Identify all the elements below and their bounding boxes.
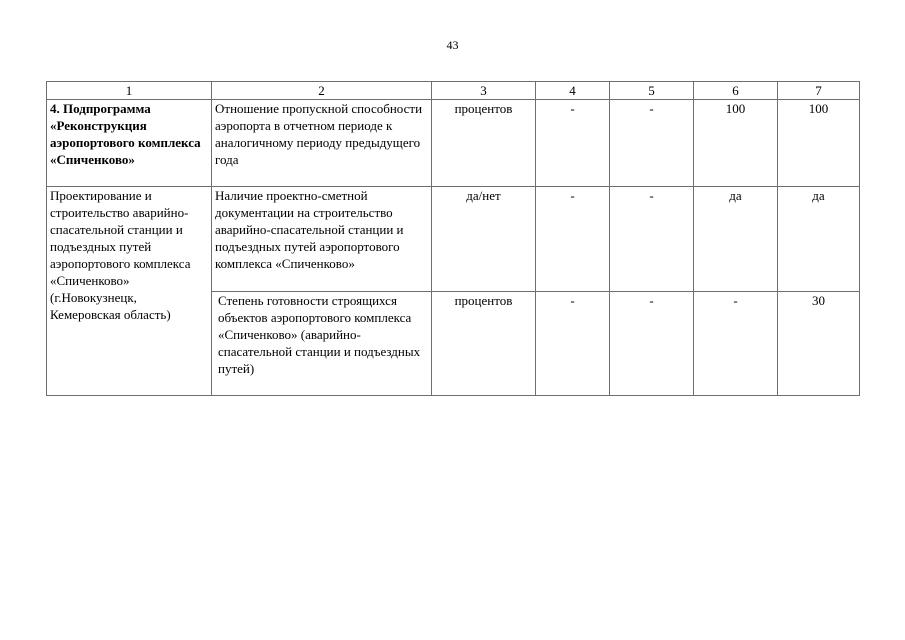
subprogram-col5: - (610, 100, 694, 187)
activity-name: Проектирование и строительство аварийно-спасательной станции и подъездных путей аэропортового комплекса «Спиченково» (г.Новокузнецк, Кемеровская область) (47, 187, 212, 396)
header-cell-4: 4 (536, 82, 610, 100)
activity-indicator-2: Степень готовности строящихся объектов аэропортового комплекса «Спиченково» (аварийно-спасательной станции и подъездных путей) (218, 293, 421, 376)
activity-col5-1: - (610, 187, 693, 292)
activity-col7-2: 30 (812, 293, 825, 308)
header-cell-1: 1 (47, 82, 212, 100)
activity-col5-2: - (649, 293, 654, 308)
header-cell-5: 5 (610, 82, 694, 100)
header-cell-6: 6 (694, 82, 778, 100)
activity-col7-1: да (778, 187, 859, 292)
activity-indicators (212, 187, 432, 396)
activity-col7 (778, 187, 860, 396)
header-cell-3: 3 (432, 82, 536, 100)
page-number: 43 (446, 38, 459, 52)
activity-col6-1: да (694, 187, 777, 292)
subprogram-indicator: Отношение пропускной способности аэропорта в отчетном периоде к аналогичному периоду предыдущего года (212, 100, 432, 187)
activity-col4 (536, 187, 610, 396)
activity-col5 (610, 187, 694, 396)
table-row-subprogram (47, 100, 860, 187)
activity-col4-2: - (570, 293, 575, 308)
activity-units (432, 187, 536, 396)
table-row-activity (47, 187, 860, 396)
header-cell-7: 7 (778, 82, 860, 100)
indicators-table (46, 81, 860, 396)
subprogram-col6: 100 (694, 100, 778, 187)
activity-col6 (694, 187, 778, 396)
table-header-row (47, 82, 860, 100)
subprogram-unit: процентов (432, 100, 536, 187)
activity-unit-2: процентов (454, 293, 513, 308)
subprogram-col4: - (536, 100, 610, 187)
subprogram-name: 4. Подпрограмма «Реконструкция аэропортового комплекса «Спиченково» (47, 100, 212, 187)
activity-indicator-1: Наличие проектно-сметной документации на строительство аварийно-спасательной станции и подъездных путей аэропортового комплекса «Спиченково» (212, 187, 431, 292)
header-cell-2: 2 (212, 82, 432, 100)
activity-col4-1: - (536, 187, 609, 292)
activity-unit-1: да/нет (432, 187, 535, 292)
activity-col6-2: - (733, 293, 738, 308)
subprogram-col7: 100 (778, 100, 860, 187)
